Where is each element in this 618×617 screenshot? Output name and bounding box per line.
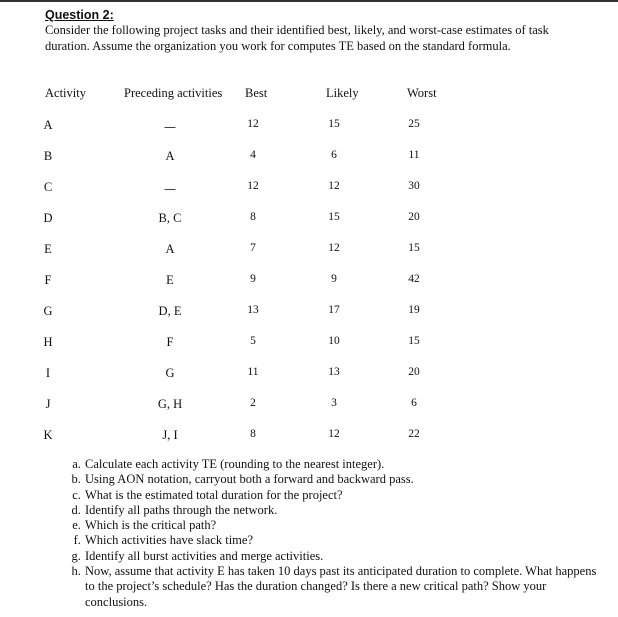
cell-likely: 12 — [328, 242, 340, 254]
cell-activity: D — [43, 211, 53, 225]
cell-preceding: G, H — [157, 397, 183, 411]
cell-best: 12 — [247, 118, 259, 130]
cell-activity: B — [43, 149, 53, 163]
cell-preceding: A — [165, 149, 175, 163]
cell-likely: 3 — [331, 397, 337, 409]
cell-best: 7 — [250, 242, 256, 254]
cell-activity: I — [45, 366, 51, 380]
question-item: h. Now, assume that activity E has taken 10 days past its anticipated duration to complete. What happens to the project’s schedule? Has the duration changed? Is there a new critical path? Show your conclusions. — [84, 564, 599, 610]
cell-best: 8 — [250, 428, 256, 440]
cell-likely: 15 — [328, 118, 340, 130]
cell-activity: C — [43, 180, 53, 194]
cell-likely: 15 — [328, 211, 340, 223]
question-item: a. Calculate each activity TE (rounding to the nearest integer). — [84, 457, 599, 472]
cell-worst: 11 — [408, 149, 420, 161]
cell-preceding: A — [165, 242, 175, 256]
question-title: Question 2: — [45, 8, 114, 22]
cell-activity: G — [43, 304, 53, 318]
question-item: d. Identify all paths through the network. — [84, 503, 599, 518]
cell-preceding: D, E — [158, 304, 182, 318]
question-item: e. Which is the critical path? — [84, 518, 599, 533]
question-item: g. Identify all burst activities and merge activities. — [84, 549, 599, 564]
header-likely: Likely — [326, 86, 359, 100]
cell-worst: 22 — [408, 428, 420, 440]
cell-best: 12 — [247, 180, 259, 192]
cell-worst: 25 — [408, 118, 420, 130]
cell-preceding: E — [166, 273, 174, 287]
header-best: Best — [245, 86, 268, 100]
cell-likely: 10 — [328, 335, 340, 347]
header-worst: Worst — [407, 86, 437, 100]
cell-best: 11 — [247, 366, 259, 378]
cell-activity: K — [43, 428, 53, 442]
cell-preceding: G — [165, 366, 175, 380]
question-list — [62, 457, 599, 610]
cell-best: 8 — [250, 211, 256, 223]
cell-worst: 19 — [408, 304, 420, 316]
cell-preceding: J, I — [162, 428, 178, 442]
cell-preceding — [165, 180, 176, 195]
cell-preceding: F — [166, 335, 174, 349]
cell-likely: 12 — [328, 428, 340, 440]
cell-activity: A — [43, 118, 53, 132]
question-item: c. What is the estimated total duration for the project? — [84, 488, 599, 503]
none-dash — [165, 189, 176, 190]
cell-worst: 42 — [408, 273, 420, 285]
cell-activity: J — [45, 397, 51, 411]
cell-worst: 20 — [408, 211, 420, 223]
header-activity: Activity — [45, 86, 86, 100]
cell-likely: 6 — [331, 149, 337, 161]
cell-preceding — [165, 118, 176, 133]
cell-activity: H — [43, 335, 53, 349]
cell-best: 9 — [250, 273, 256, 285]
question-intro: Consider the following project tasks and their identified best, likely, and worst-case estimates of task duration. Assume the organization you work for computes TE based on the standard formula. — [45, 23, 549, 53]
cell-best: 2 — [250, 397, 256, 409]
cell-best: 5 — [250, 335, 256, 347]
cell-likely: 9 — [331, 273, 337, 285]
header-preceding-activities: Preceding activities — [124, 86, 223, 100]
cell-best: 13 — [247, 304, 259, 316]
question-item: f. Which activities have slack time? — [84, 533, 599, 548]
cell-likely: 17 — [328, 304, 340, 316]
question-item: b. Using AON notation, carryout both a forward and backward pass. — [84, 472, 599, 487]
cell-preceding: B, C — [158, 211, 182, 225]
cell-activity: E — [44, 242, 52, 256]
cell-likely: 13 — [328, 366, 340, 378]
top-rule — [0, 0, 618, 2]
cell-likely: 12 — [328, 180, 340, 192]
cell-activity: F — [44, 273, 52, 287]
cell-worst: 15 — [408, 242, 420, 254]
cell-worst: 20 — [408, 366, 420, 378]
cell-worst: 15 — [408, 335, 420, 347]
cell-worst: 6 — [411, 397, 417, 409]
none-dash — [165, 127, 176, 128]
cell-best: 4 — [250, 149, 256, 161]
cell-worst: 30 — [408, 180, 420, 192]
